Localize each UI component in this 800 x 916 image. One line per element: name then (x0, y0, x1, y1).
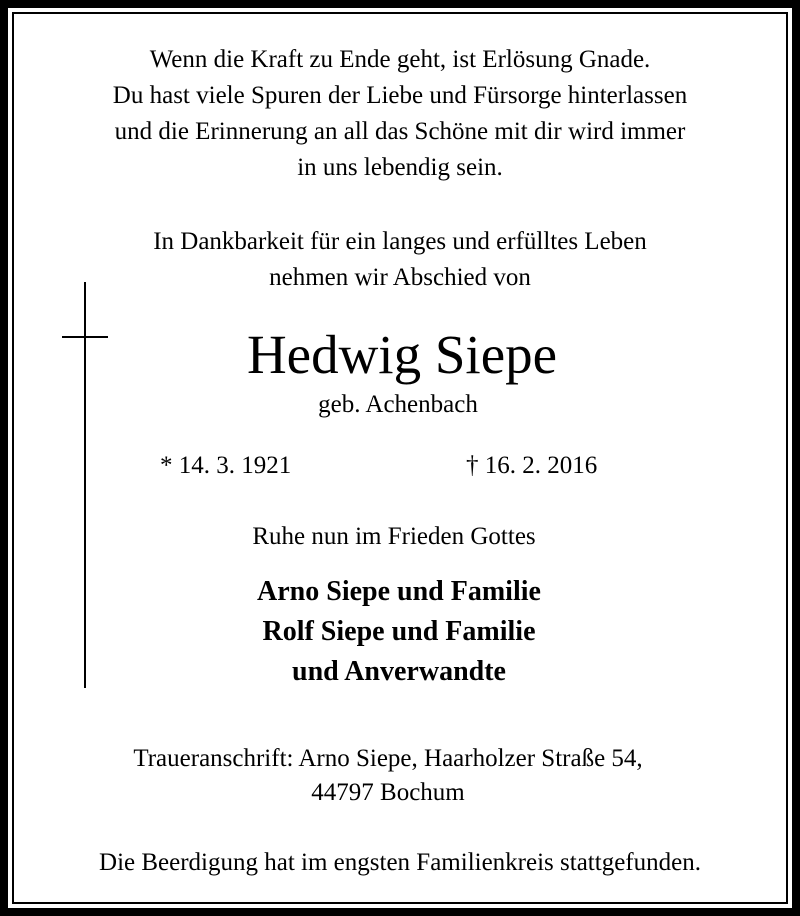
funeral-note: Die Beerdigung hat im engsten Familienkreis stattgefunden. (99, 849, 701, 876)
mourner-entry: Rolf Siepe und Familie (262, 616, 536, 647)
rest-in-peace-line: Ruhe nun im Frieden Gottes (252, 523, 536, 550)
motto-line: Du hast viele Spuren der Liebe und Fürsorge hinterlassen (112, 82, 688, 109)
birth-date: * 14. 3. 1921 (160, 452, 292, 479)
mourner-entry: Arno Siepe und Familie (257, 576, 541, 607)
deceased-name: Hedwig Siepe (246, 324, 558, 385)
motto-verse (0, 42, 800, 186)
intro-line: nehmen wir Abschied von (269, 264, 531, 291)
mourning-address (0, 742, 788, 810)
maiden-name: geb. Achenbach (318, 391, 478, 418)
motto-line: Wenn die Kraft zu Ende geht, ist Erlösung Gnade. (149, 46, 651, 73)
intro-line: In Dankbarkeit für ein langes und erfülltes Leben (153, 228, 647, 255)
death-date: † 16. 2. 2016 (466, 452, 598, 479)
farewell-intro (0, 224, 800, 296)
address-line: 44797 Bochum (311, 779, 465, 806)
motto-line: und die Erinnerung an all das Schöne mit dir wird immer (114, 118, 686, 145)
address-line: Traueranschrift: Arno Siepe, Haarholzer Straße 54, (133, 745, 643, 772)
mourners-list (0, 572, 799, 692)
mourner-entry: und Anverwandte (292, 656, 506, 687)
motto-line: in uns lebendig sein. (297, 154, 503, 181)
